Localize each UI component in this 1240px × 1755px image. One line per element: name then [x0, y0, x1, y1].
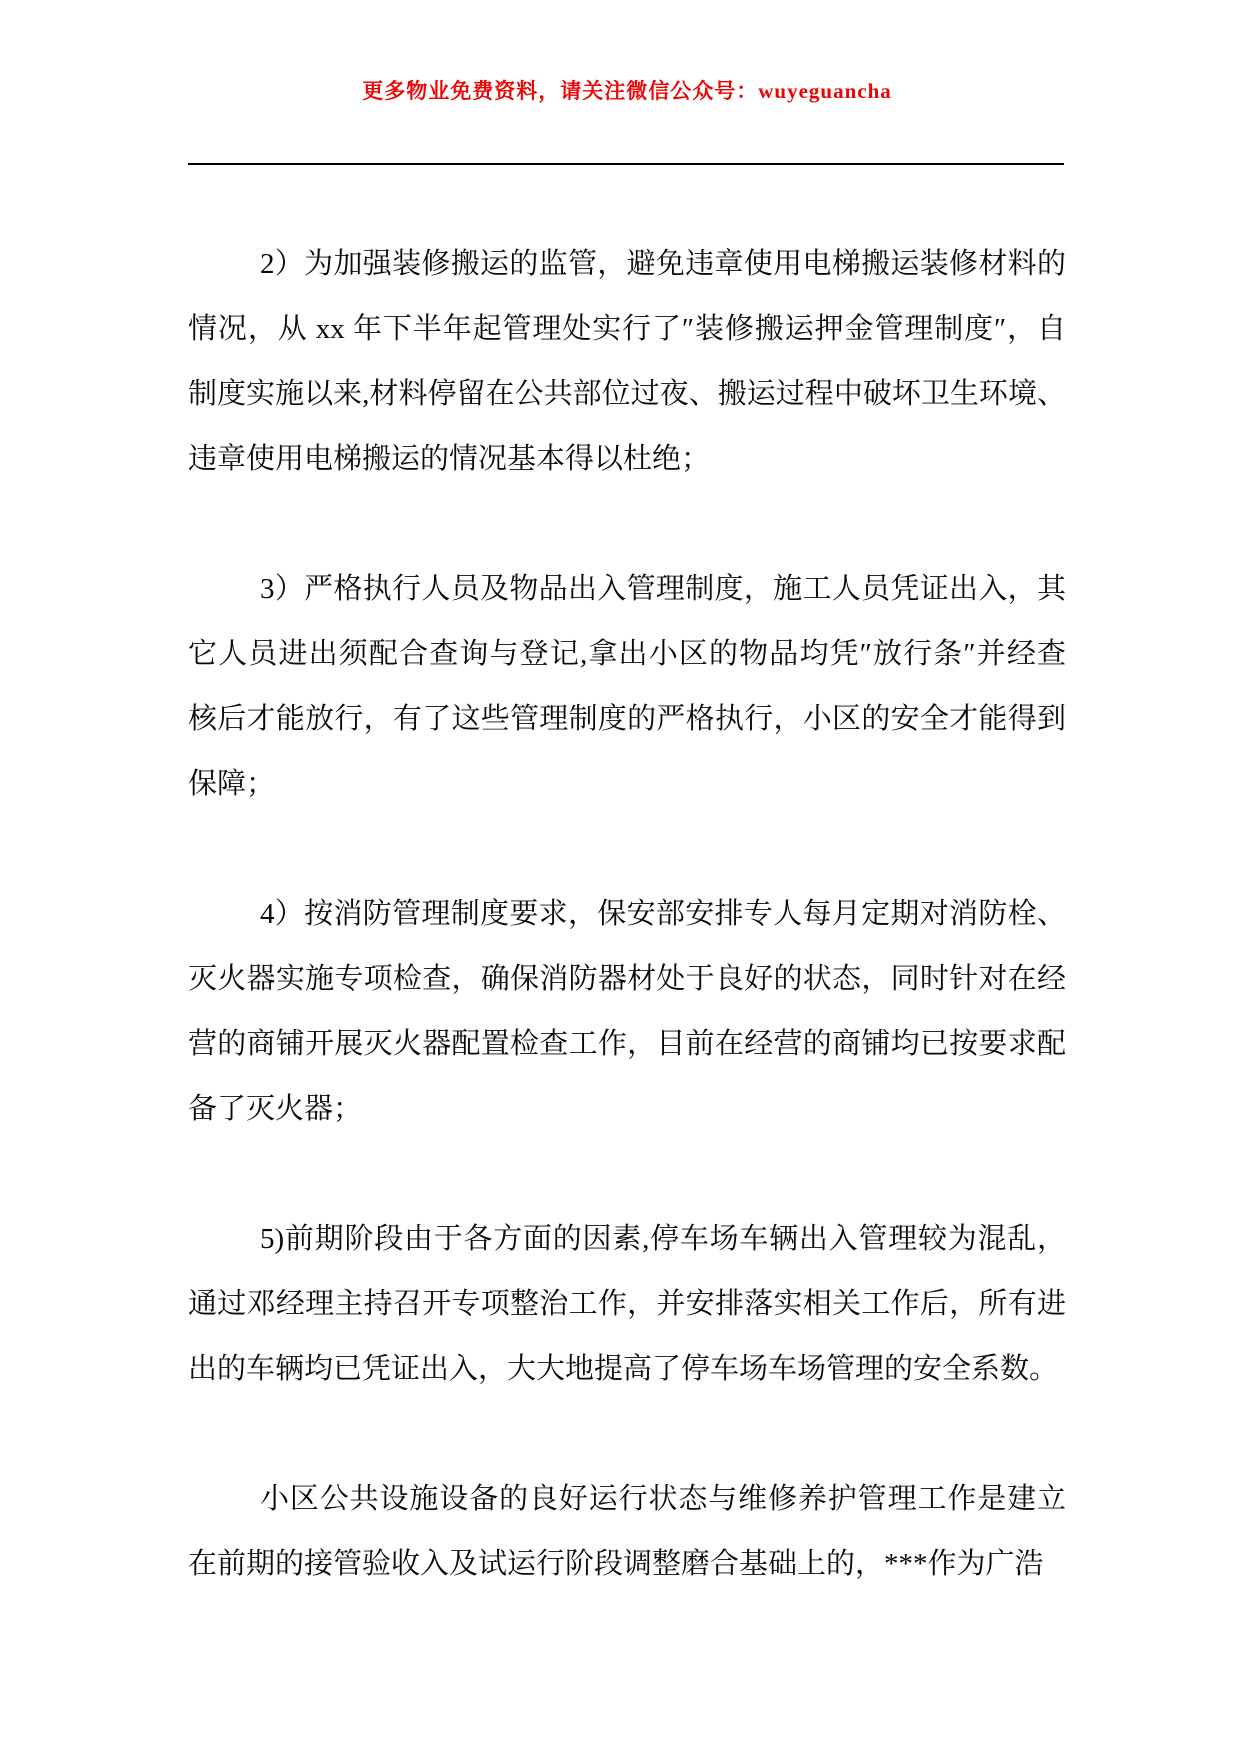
text-line: 3）严格执行人员及物品出入管理制度，施工人员凭证出入，其 — [260, 573, 1066, 605]
text-line: 核后才能放行，有了这些管理制度的严格执行，小区的安全才能得到 — [188, 703, 1066, 735]
text-line: 通过邓经理主持召开专项整治工作，并安排落实相关工作后，所有进 — [188, 1288, 1066, 1320]
text-line: 4）按消防管理制度要求，保安部安排专人每月定期对消防栓、 — [260, 898, 1066, 930]
text-line: 灭火器实施专项检查，确保消防器材处于良好的状态，同时针对在经 — [188, 963, 1066, 995]
document-body — [188, 232, 1066, 1597]
text-line: 制度实施以来,材料停留在公共部位过夜、搬运过程中破坏卫生环境、 — [188, 378, 1066, 410]
text-line: 情况，从 xx 年下半年起管理处实行了″装修搬运押金管理制度″，自 — [188, 313, 1066, 345]
paragraph — [188, 557, 1066, 817]
paragraph — [188, 1467, 1066, 1597]
text-line: 备了灭火器； — [188, 1093, 363, 1125]
text-line: 小区公共设施设备的良好运行状态与维修养护管理工作是建立 — [260, 1483, 1066, 1515]
text-line: 保障； — [188, 768, 276, 800]
paragraph — [188, 232, 1066, 492]
paragraph — [188, 1207, 1066, 1402]
text-line: 2）为加强装修搬运的监管，避免违章使用电梯搬运装修材料的 — [260, 248, 1066, 280]
text-line: 5)前期阶段由于各方面的因素,停车场车辆出入管理较为混乱， — [260, 1223, 1066, 1255]
text-line: 它人员进出须配合查询与登记,拿出小区的物品均凭″放行条″并经查 — [188, 638, 1066, 670]
text-line: 在前期的接管验收入及试运行阶段调整磨合基础上的，***作为广浩 — [188, 1548, 1044, 1580]
text-line: 营的商铺开展灭火器配置检查工作，目前在经营的商铺均已按要求配 — [188, 1028, 1066, 1060]
header-promo-text: 更多物业免费资料，请关注微信公众号：wuyeguancha — [362, 79, 892, 103]
text-line: 出的车辆均已凭证出入，大大地提高了停车场车场管理的安全系数。 — [188, 1353, 1059, 1385]
paragraph — [188, 882, 1066, 1142]
header-divider-line — [188, 163, 1064, 165]
text-line: 违章使用电梯搬运的情况基本得以杜绝； — [188, 443, 711, 475]
